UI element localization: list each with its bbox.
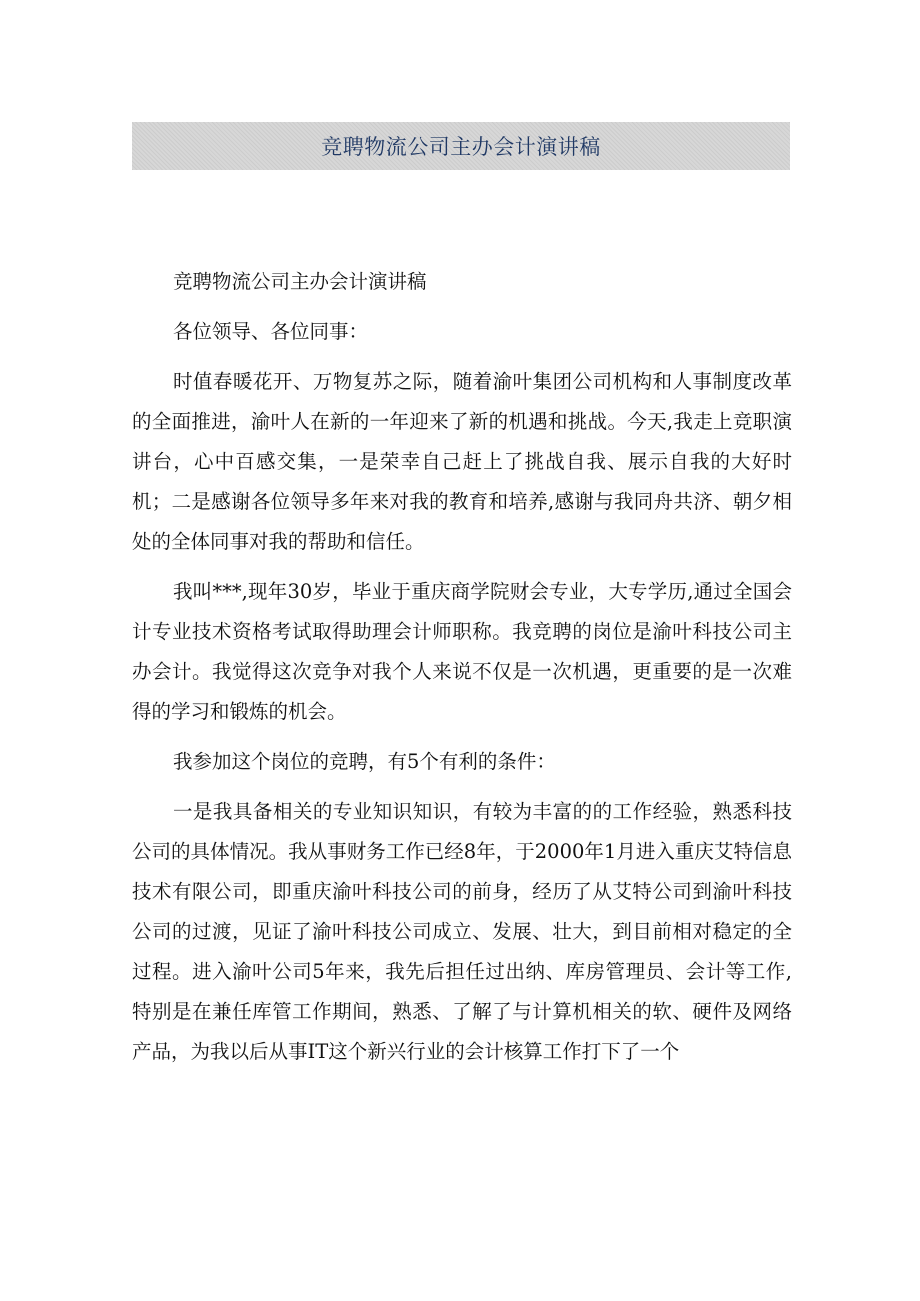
document-body [132,262,792,1082]
title-banner [132,122,790,170]
paragraph-condition-one: 一是我具备相关的专业知识知识，有较为丰富的的工作经验，熟悉科技公司的具体情况。我从事财务工作已经8年，于2000年1月进入重庆艾特信息技术有限公司，即重庆渝叶科技公司的前身，经历了从艾特公司到渝叶科技公司的过渡，见证了渝叶科技公司成立、发展、壮大，到目前相对稳定的全过程。进入渝叶公司5年来，我先后担任过出纳、库房管理员、会计等工作,特别是在兼任库管工作期间，熟悉、了解了与计算机相关的软、硬件及网络产品，为我以后从事IT这个新兴行业的会计核算工作打下了一个 [132,800,792,1063]
paragraph-intro: 时值春暖花开、万物复苏之际，随着渝叶集团公司机构和人事制度改革的全面推进，渝叶人在新的一年迎来了新的机遇和挑战。今天,我走上竞职演讲台，心中百感交集，一是荣幸自己赶上了挑战自我、展示自我的大好时机；二是感谢各位领导多年来对我的教育和培养,感谢与我同舟共济、朝夕相处的全体同事对我的帮助和信任。 [132,370,792,553]
doc-heading: 竞聘物流公司主办会计演讲稿 [172,270,427,293]
salutation: 各位领导、各位同事： [172,320,368,343]
banner-title: 竞聘物流公司主办会计演讲稿 [321,135,601,159]
paragraph-self-introduction: 我叫***,现年30岁，毕业于重庆商学院财会专业，大专学历,通过全国会计专业技术资格考试取得助理会计师职称。我竞聘的岗位是渝叶科技公司主办会计。我觉得这次竞争对我个人来说不仅是一次机遇，更重要的是一次难得的学习和锻炼的机会。 [132,580,792,723]
paragraph-conditions-lead: 我参加这个岗位的竞聘，有5个有利的条件： [172,750,556,773]
